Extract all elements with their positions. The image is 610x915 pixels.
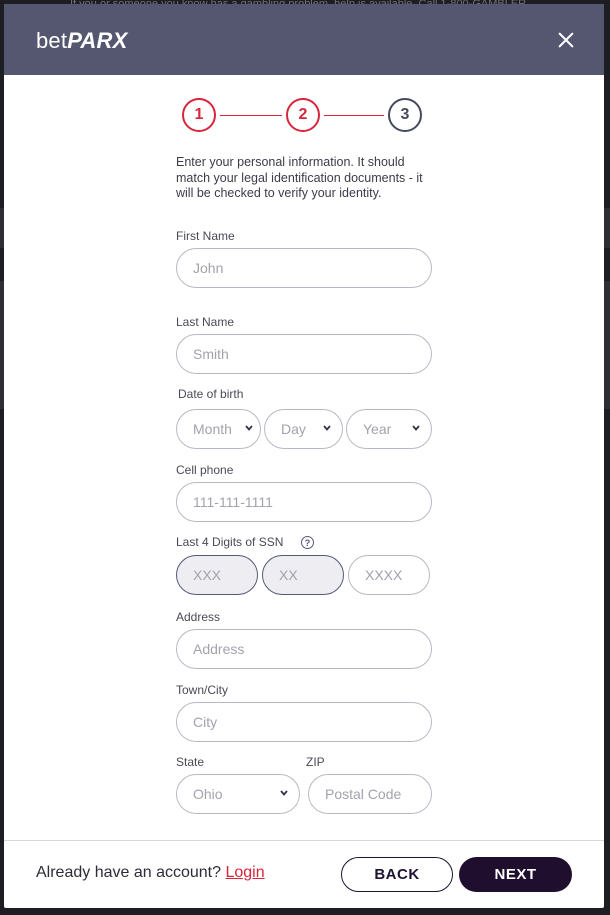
betparx-logo: [36, 28, 127, 54]
dob-month-select[interactable]: [176, 409, 261, 449]
address-placeholder: Address: [193, 641, 245, 657]
cell-phone-input[interactable]: [176, 482, 432, 522]
zip-placeholder: Postal Code: [325, 786, 402, 802]
chevron-down-icon: [412, 425, 420, 433]
city-placeholder: City: [193, 714, 218, 730]
chevron-down-icon: [280, 790, 288, 798]
first-name-input[interactable]: [176, 248, 432, 288]
login-link[interactable]: Login: [225, 864, 265, 881]
chevron-down-icon: [245, 425, 253, 433]
zip-label: ZIP: [306, 755, 325, 769]
dob-year-select[interactable]: [346, 409, 432, 449]
step-connector: [324, 115, 384, 116]
dob-year-value: Year: [363, 421, 392, 437]
dob-day-value: Day: [281, 421, 306, 437]
close-icon[interactable]: [554, 28, 578, 52]
modal-header: [4, 4, 604, 75]
state-value: Ohio: [193, 786, 223, 802]
dob-month-value: Month: [193, 421, 232, 437]
state-select[interactable]: [176, 774, 300, 814]
back-button[interactable]: BACK: [341, 857, 453, 892]
step-3: 3: [388, 98, 422, 132]
ssn-label: Last 4 Digits of SSN: [176, 535, 284, 549]
cell-phone-label: Cell phone: [176, 463, 234, 477]
ssn-part2-input[interactable]: [262, 555, 344, 595]
ssn-part2-placeholder: XX: [279, 567, 298, 583]
city-label: Town/City: [176, 683, 229, 697]
ssn-part3-placeholder: XXXX: [365, 567, 403, 583]
address-label: Address: [176, 610, 221, 624]
dob-label: Date of birth: [178, 387, 244, 401]
address-input[interactable]: [176, 629, 432, 669]
state-label: State: [176, 755, 205, 769]
zip-input[interactable]: [308, 774, 432, 814]
footer-divider: [4, 840, 604, 841]
logo-bold-text: PARX: [67, 28, 128, 53]
intro-text: Enter your personal information. It should match your legal identification documents - it will be checked to verify your identity.: [176, 155, 423, 200]
next-button[interactable]: NEXT: [459, 857, 572, 892]
step-2: 2: [286, 98, 320, 132]
account-prompt: [36, 864, 265, 882]
cell-phone-placeholder: 111-111-1111: [193, 494, 273, 510]
question-circle-icon[interactable]: ?: [301, 536, 314, 549]
ssn-part3-input[interactable]: [348, 555, 430, 595]
step-1: 1: [182, 98, 216, 132]
ssn-part1-input[interactable]: [176, 555, 258, 595]
chevron-down-icon: [323, 425, 331, 433]
step-connector: [220, 115, 282, 116]
last-name-placeholder: Smith: [193, 346, 229, 362]
ssn-part1-placeholder: XXX: [193, 567, 222, 583]
city-input[interactable]: [176, 702, 432, 742]
last-name-label: Last Name: [176, 315, 235, 329]
first-name-label: First Name: [176, 229, 235, 243]
last-name-input[interactable]: [176, 334, 432, 374]
registration-modal: [4, 4, 604, 908]
logo-light-text: bet: [36, 28, 68, 53]
account-prompt-text: Already have an account?: [36, 864, 222, 881]
progress-stepper: [182, 98, 426, 134]
dob-day-select[interactable]: [264, 409, 343, 449]
first-name-placeholder: John: [193, 260, 224, 276]
